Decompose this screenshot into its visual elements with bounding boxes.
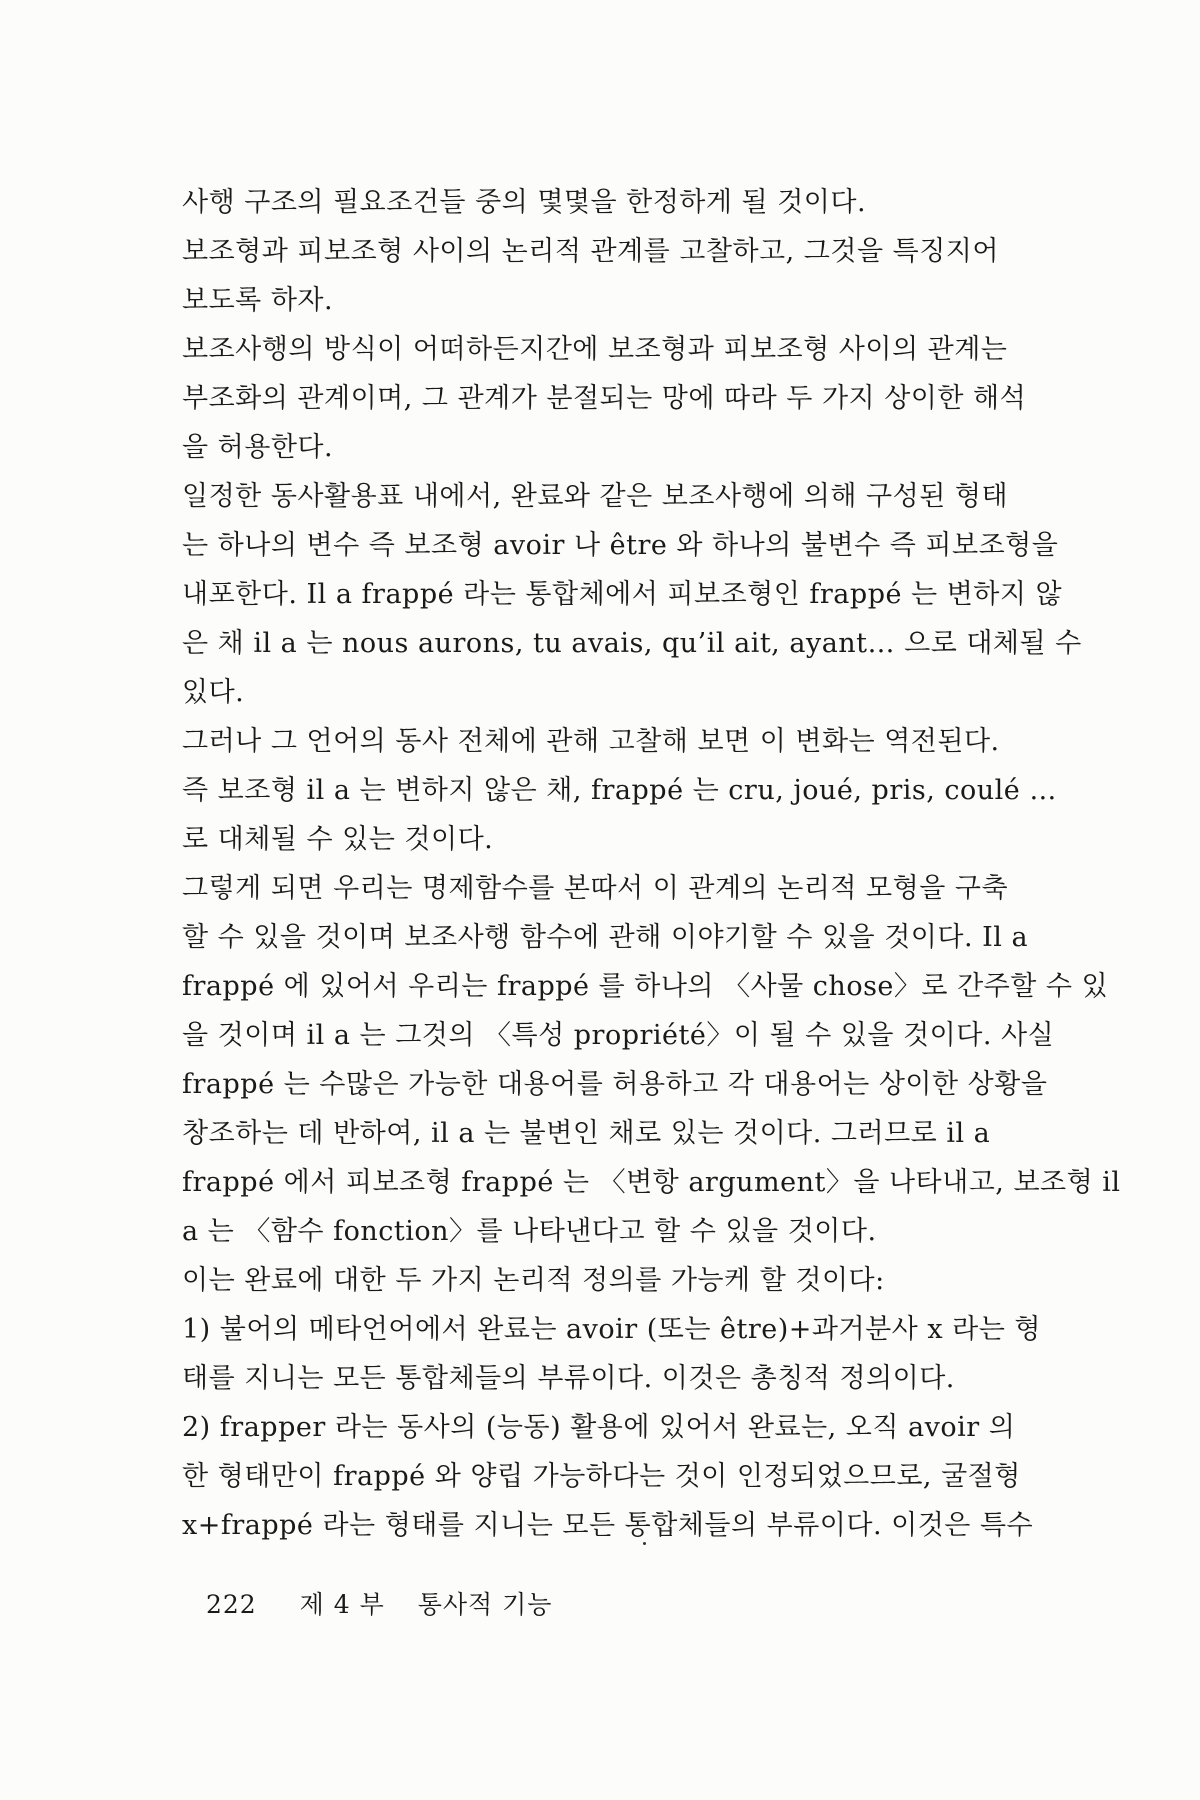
text-line: 한 형태만이 frappé 와 양립 가능하다는 것이 인정되었으므로, 굴절형 [182, 1461, 1021, 1492]
text-line: 내포한다. Il a frappé 라는 통합체에서 피보조형인 frappé 는 변하지 않 [182, 579, 1063, 610]
text-line: frappé 에서 피보조형 frappé 는 〈변항 argument〉을 나타내고, 보조형 il [182, 1167, 1121, 1198]
text-line: 할 수 있을 것이며 보조사행 함수에 관해 이야기할 수 있을 것이다. Il a [182, 922, 1029, 953]
text-line: 는 하나의 변수 즉 보조형 avoir 나 être 와 하나의 불변수 즉 피보조형을 [182, 530, 1059, 561]
text-line: 창조하는 데 반하여, il a 는 불변인 채로 있는 것이다. 그러므로 il a [182, 1118, 991, 1149]
text-line: 있다. [182, 677, 245, 708]
text-line: 보도록 하자. [182, 285, 334, 316]
scan-speck [643, 1542, 646, 1545]
text-line: 그렇게 되면 우리는 명제함수를 본따서 이 관계의 논리적 모형을 구축 [182, 873, 1009, 904]
text-line: frappé 는 수많은 가능한 대용어를 허용하고 각 대용어는 상이한 상황을 [182, 1069, 1048, 1100]
text-line: 을 것이며 il a 는 그것의 〈특성 propriété〉이 될 수 있을 것이다. 사실 [182, 1020, 1055, 1051]
text-line: 부조화의 관계이며, 그 관계가 분절되는 망에 따라 두 가지 상이한 해석 [182, 383, 1027, 414]
chapter-label: 통사적 기능 [417, 1590, 553, 1619]
text-line: 사행 구조의 필요조건들 중의 몇몇을 한정하게 될 것이다. [182, 187, 867, 218]
page-number: 222 [206, 1590, 257, 1619]
text-line: 일정한 동사활용표 내에서, 완료와 같은 보조사행에 의해 구성된 형태 [182, 481, 1009, 512]
text-line: 태를 지니는 모든 통합체들의 부류이다. 이것은 총칭적 정의이다. [182, 1363, 955, 1394]
text-line: 은 채 il a 는 nous aurons, tu avais, qu’il ait, ayant… 으로 대체될 수 [182, 628, 1082, 659]
text-line: 1) 불어의 메타언어에서 완료는 avoir (또는 être)+과거분사 x 라는 형 [182, 1314, 1041, 1345]
part-label: 제 4 부 [299, 1590, 385, 1619]
text-line: 즉 보조형 il a 는 변하지 않은 채, frappé 는 cru, joué, pris, coulé … [182, 775, 1057, 806]
text-line: 로 대체될 수 있는 것이다. [182, 824, 494, 855]
text-line: 보조형과 피보조형 사이의 논리적 관계를 고찰하고, 그것을 특징지어 [182, 236, 999, 267]
page-footer [206, 1585, 552, 1621]
text-line: 보조사행의 방식이 어떠하든지간에 보조형과 피보조형 사이의 관계는 [182, 334, 1008, 365]
text-line: 이는 완료에 대한 두 가지 논리적 정의를 가능케 할 것이다: [182, 1265, 885, 1296]
text-line: x+frappé 라는 형태를 지니는 모든 통합체들의 부류이다. 이것은 특수 [182, 1510, 1034, 1541]
text-line: 그러나 그 언어의 동사 전체에 관해 고찰해 보면 이 변화는 역전된다. [182, 726, 1000, 757]
body-text [182, 178, 1121, 1550]
text-line: 을 허용한다. [182, 432, 334, 463]
text-line: frappé 에 있어서 우리는 frappé 를 하나의 〈사물 chose〉로 간주할 수 있 [182, 971, 1109, 1002]
text-line: 2) frapper 라는 동사의 (능동) 활용에 있어서 완료는, 오직 avoir 의 [182, 1412, 1016, 1443]
text-line: a 는 〈함수 fonction〉를 나타낸다고 할 수 있을 것이다. [182, 1216, 877, 1247]
